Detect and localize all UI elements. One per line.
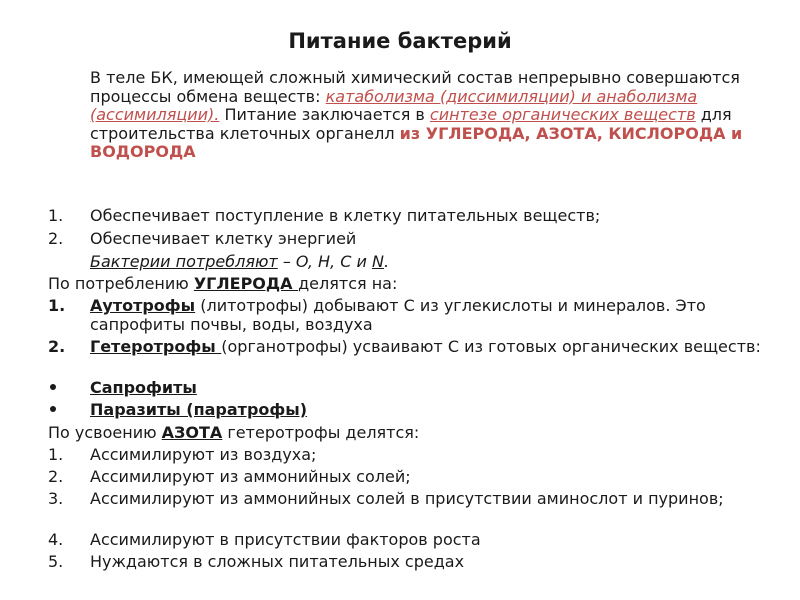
list-marker: 1. bbox=[48, 206, 64, 225]
list-marker: 1. bbox=[48, 445, 64, 464]
slide-title: Питание бактерий bbox=[288, 29, 512, 53]
hetero-type-item bbox=[48, 401, 768, 420]
consume-line bbox=[48, 253, 768, 272]
hetero-type-label: Паразиты (паратрофы) bbox=[90, 400, 308, 419]
nitrogen-heading-keyword: АЗОТА bbox=[161, 423, 223, 442]
bullet-icon bbox=[50, 384, 56, 390]
hetero-type-item bbox=[48, 379, 768, 398]
intro-text-2: Питание заключается в bbox=[219, 105, 430, 124]
list-marker: 5. bbox=[48, 552, 64, 571]
list-item bbox=[48, 230, 768, 249]
hetero-type-label: Сапрофиты bbox=[90, 378, 197, 397]
list-text: Обеспечивает клетку энергией bbox=[90, 229, 357, 248]
list-marker: 3. bbox=[48, 489, 64, 508]
intro-metabolism-terms: катаболизма (диссимиляции) и анаболизма (ассимиляции). bbox=[90, 86, 698, 124]
consume-nitrogen: N bbox=[371, 252, 384, 271]
consume-elements: – O, H, C и bbox=[277, 252, 372, 271]
nitrogen-item bbox=[48, 490, 768, 509]
list-text: Ассимилируют из аммонийных солей в присутствии аминослот и пуринов; bbox=[90, 489, 724, 508]
carbon-group-name: Гетеротрофы bbox=[90, 337, 222, 356]
list-text: Ассимилируют в присутствии факторов роста bbox=[90, 530, 481, 549]
intro-paragraph bbox=[90, 69, 770, 162]
list-marker: 2. bbox=[48, 467, 64, 486]
list-marker: 1. bbox=[48, 296, 66, 315]
list-text: Ассимилируют из воздуха; bbox=[90, 445, 317, 464]
nitrogen-heading bbox=[48, 424, 768, 443]
nitrogen-heading-c: гетеротрофы делятся: bbox=[222, 423, 420, 442]
list-text: Обеспечивает поступление в клетку питательных веществ; bbox=[90, 206, 601, 225]
list-marker: 2. bbox=[48, 229, 64, 248]
bullet-icon bbox=[50, 406, 56, 412]
consume-label: Бактерии потребляют bbox=[90, 252, 278, 271]
nitrogen-item bbox=[48, 446, 768, 465]
nitrogen-heading-a: По усвоению bbox=[48, 423, 162, 442]
list-item bbox=[48, 207, 768, 226]
list-marker: 2. bbox=[48, 337, 66, 356]
intro-text-1: В теле БК, имеющей сложный химический состав непрерывно совершаются процессы обмена веществ: bbox=[90, 68, 740, 106]
consume-dot: . bbox=[383, 252, 390, 271]
list-text: Нуждаются в сложных питательных средах bbox=[90, 552, 465, 571]
carbon-heading-a: По потреблению bbox=[48, 274, 194, 293]
carbon-group-item bbox=[48, 338, 768, 357]
carbon-group-desc: (литотрофы) добывают С из углекислоты и минералов. Это сапрофиты почвы, воды, воздуха bbox=[90, 296, 706, 334]
intro-elements: из УГЛЕРОДА, АЗОТА, КИСЛОРОДА и ВОДОРОДА bbox=[90, 123, 743, 161]
carbon-group-item bbox=[48, 297, 768, 334]
list-marker: 4. bbox=[48, 530, 64, 549]
nitrogen-item bbox=[48, 553, 768, 572]
carbon-group-desc: (органотрофы) усваивают С из готовых органических веществ: bbox=[221, 337, 761, 356]
carbon-heading-keyword: УГЛЕРОДА bbox=[193, 274, 299, 293]
list-text: Ассимилируют из аммонийных солей; bbox=[90, 467, 411, 486]
carbon-group-name: Аутотрофы bbox=[90, 296, 196, 315]
nitrogen-item bbox=[48, 531, 768, 550]
carbon-heading bbox=[48, 275, 768, 294]
nitrogen-item bbox=[48, 468, 768, 487]
intro-synthesis-term: синтезе органических веществ bbox=[429, 105, 696, 124]
carbon-heading-c: делятся на: bbox=[298, 274, 398, 293]
intro-text-3: для строительства клеточных органелл bbox=[90, 105, 732, 143]
